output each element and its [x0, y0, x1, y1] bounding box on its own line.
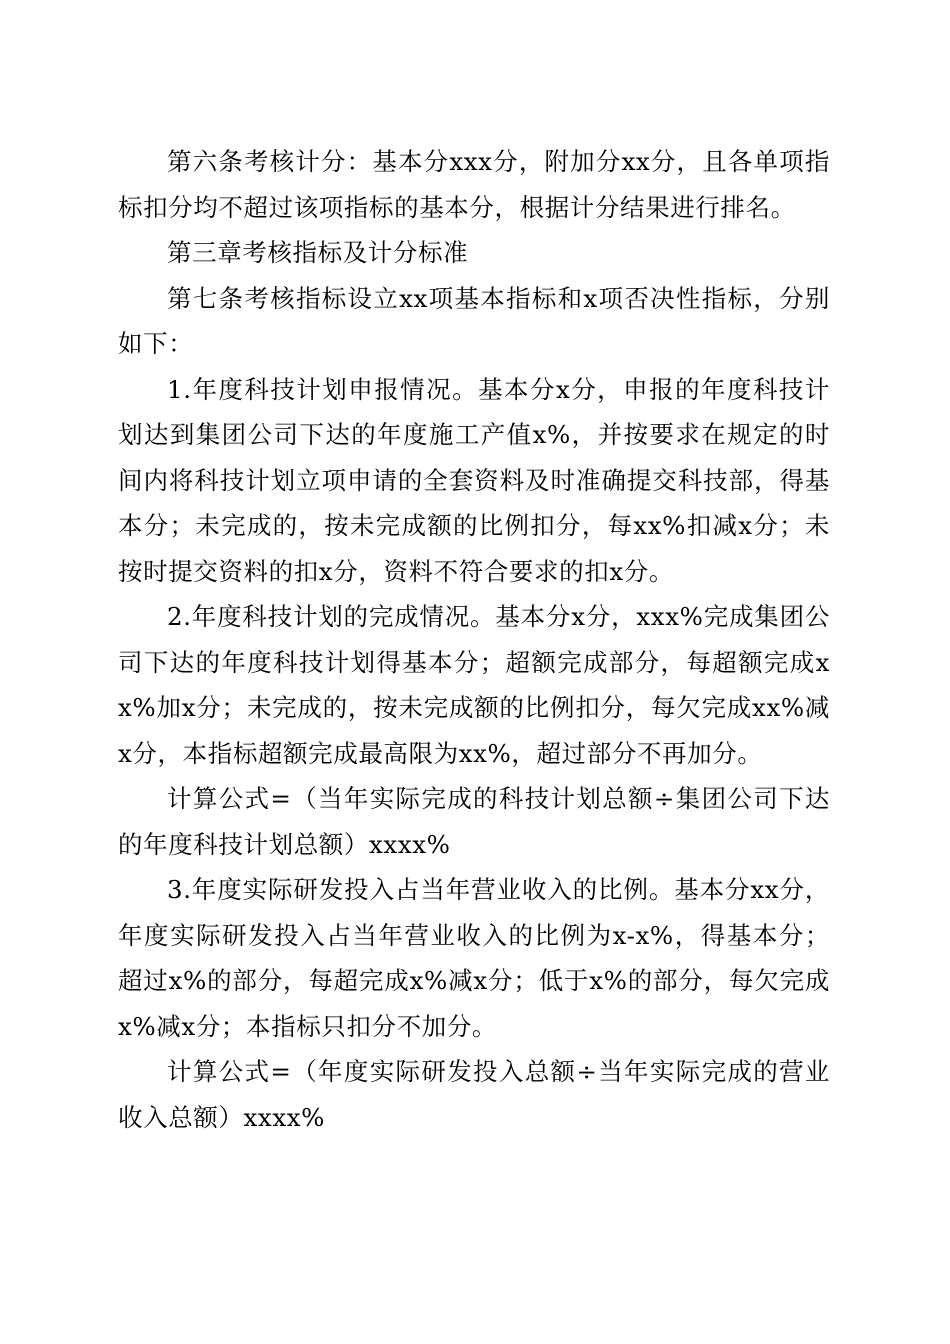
formula-1-paragraph: 计算公式=（当年实际完成的科技计划总额÷集团公司下达的年度科技计划总额）xxxx% — [118, 784, 830, 859]
article-six-paragraph: 第六条考核计分：基本分xxx分，附加分xx分，且各单项指标扣分均不超过该项指标的基本分，根据计分结果进行排名。 — [118, 147, 830, 222]
item-1-paragraph: 1.年度科技计划申报情况。基本分x分，申报的年度科技计划达到集团公司下达的年度施工产值x%，并按要求在规定的时间内将科技计划立项申请的全套资料及时准确提交科技部，得基本分；未完成的，按未完成额的比例扣分，每xx%扣减x分；未按时提交资料的扣x分，资料不符合要求的扣x分。 — [118, 374, 830, 586]
article-seven-paragraph: 第七条考核指标设立xx项基本指标和x项否决性指标，分别如下： — [118, 283, 830, 358]
formula-2-paragraph: 计算公式=（年度实际研发投入总额÷当年实际完成的营业收入总额）xxxx% — [118, 1057, 830, 1132]
item-3-paragraph: 3.年度实际研发投入占当年营业收入的比例。基本分xx分，年度实际研发投入占当年营业收入的比例为x-x%，得基本分；超过x%的部分，每超完成x%减x分；低于x%的部分，每欠完成x%减x分；本指标只扣分不加分。 — [118, 875, 830, 1041]
chapter-three-heading: 第三章考核指标及计分标准 — [167, 238, 469, 267]
item-2-paragraph: 2.年度科技计划的完成情况。基本分x分，xxx%完成集团公司下达的年度科技计划得基本分；超额完成部分，每超额完成xx%加x分；未完成的，按未完成额的比例扣分，每欠完成xx%减x分，本指标超额完成最高限为xx%，超过部分不再加分。 — [118, 602, 830, 768]
document-body — [118, 139, 830, 1140]
